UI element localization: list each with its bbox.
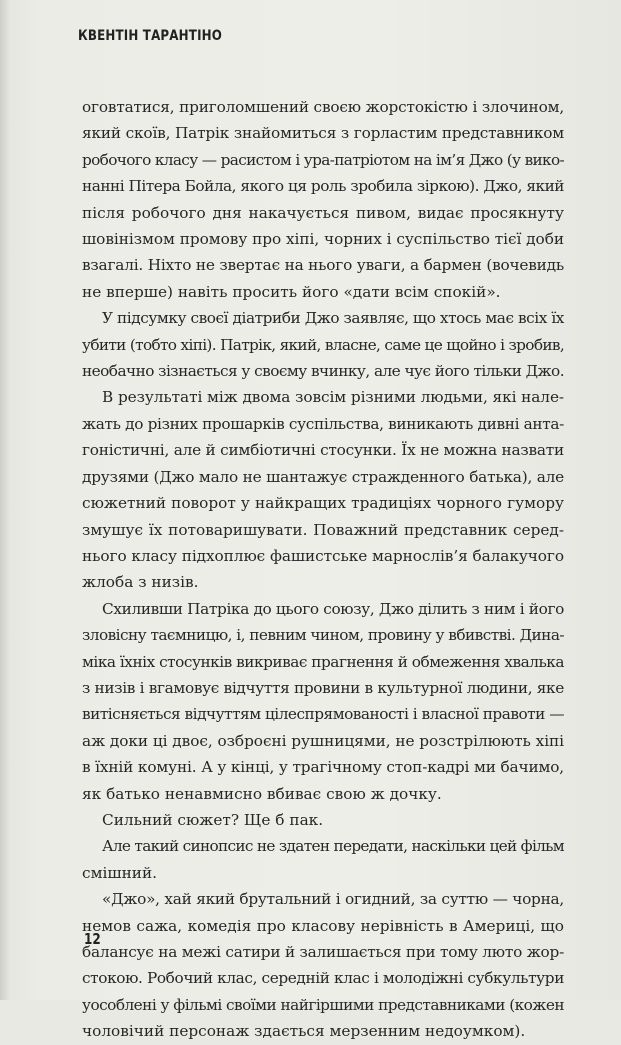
text-line: уособлені у фільмі своїми найгіршими представниками (кожен bbox=[82, 995, 564, 1014]
text-line: «Джо», хай який брутальний і огидний, за суттю — чорна, bbox=[102, 890, 565, 909]
text-line: витісняється відчуттям цілеспрямованості і власної правоти — bbox=[82, 705, 564, 724]
text-line: необачно зізнається у своєму вчинку, але чує його тільки Джо. bbox=[82, 362, 565, 381]
text-line: як батько ненавмисно вбиває свою ж дочку. bbox=[82, 784, 442, 803]
page-number: 12 bbox=[84, 930, 101, 948]
text-line: з низів і вгамовує відчуття провини в культурної людини, яке bbox=[82, 678, 564, 697]
text-line: немов сажа, комедія про класову нерівність в Америці, що bbox=[82, 916, 564, 935]
paragraph bbox=[82, 596, 564, 807]
text-line: чоловічий персонаж здається мерзенним недоумком). bbox=[82, 1022, 526, 1041]
paragraph bbox=[82, 807, 564, 833]
text-line: В результаті між двома зовсім різними людьми, які нале- bbox=[102, 388, 564, 407]
text-line: гоністичні, але й симбіотичні стосунки. Їх не можна назвати bbox=[82, 441, 564, 460]
binding-shadow bbox=[0, 0, 10, 1000]
text-line: аж доки ці двоє, озброєні рушницями, не розстрілюють хіпі bbox=[82, 731, 565, 750]
text-line: оговтатися, приголомшений своєю жорстокістю і злочином, bbox=[82, 98, 565, 116]
running-header: КВЕНТІН ТАРАНТІНО bbox=[78, 28, 223, 44]
text-line: жать до різних прошарків суспільства, виникають дивні анта- bbox=[82, 414, 564, 433]
text-line: жлоба з низів. bbox=[82, 573, 199, 592]
text-line: У підсумку своєї діатриби Джо заявляє, що хтось має всіх їх bbox=[102, 309, 564, 328]
text-line: стокою. Робочий клас, середній клас і молодіжні субкультури bbox=[82, 969, 565, 988]
text-line: який скоїв, Патрік знайомиться з горластим представником bbox=[82, 124, 565, 143]
text-line: Сильний сюжет? Ще б пак. bbox=[102, 810, 324, 829]
paragraph bbox=[82, 833, 564, 886]
paragraph bbox=[82, 886, 564, 1044]
text-line: Схиливши Патріка до цього союзу, Джо ділить з ним і його bbox=[102, 599, 564, 618]
paragraph bbox=[82, 305, 564, 384]
paragraph bbox=[82, 384, 564, 595]
text-line: взагалі. Ніхто не звертає на нього уваги, а бармен (вочевидь bbox=[82, 256, 564, 275]
text-line: змушує їх потоваришувати. Поважний представник серед- bbox=[82, 520, 564, 539]
text-line: зловісну таємницю, і, певним чином, провину у вбивстві. Дина- bbox=[82, 626, 565, 645]
text-line: в їхній комуні. А у кінці, у трагічному стоп-кадрі ми бачимо, bbox=[82, 758, 564, 777]
text-line: смішний. bbox=[82, 863, 158, 882]
text-line: балансує на межі сатири й залишається при тому люто жор- bbox=[82, 943, 565, 961]
text-line: робочого класу — расистом і ура-патріотом на ім’я Джо (у вико- bbox=[82, 150, 565, 169]
body-text bbox=[82, 94, 564, 1045]
text-line: сюжетний поворот у найкращих традиціях чорного гумору bbox=[82, 494, 564, 513]
text-line: не вперше) навіть просить його «дати всім спокій». bbox=[82, 282, 501, 301]
text-line: шовінізмом промову про хіпі, чорних і суспільство тієї доби bbox=[82, 230, 565, 249]
text-line: нього класу підхоплює фашистське марнослів’я балакучого bbox=[82, 546, 564, 565]
text-line: убити (тобто хіпі). Патрік, який, власне, саме це щойно і зробив, bbox=[82, 335, 565, 354]
text-line: Але такий синопсис не здатен передати, наскільки цей фільм bbox=[102, 837, 564, 856]
text-line: нанні Пітера Бойла, якого ця роль зробила зіркою). Джо, який bbox=[82, 177, 564, 196]
text-line: після робочого дня накачується пивом, видає просякнуту bbox=[82, 203, 564, 222]
text-line: друзями (Джо мало не шантажує стражденного батька), але bbox=[82, 467, 564, 486]
paragraph bbox=[82, 94, 564, 305]
text-line: міка їхніх стосунків викриває прагнення й обмеження хвалька bbox=[82, 652, 565, 671]
